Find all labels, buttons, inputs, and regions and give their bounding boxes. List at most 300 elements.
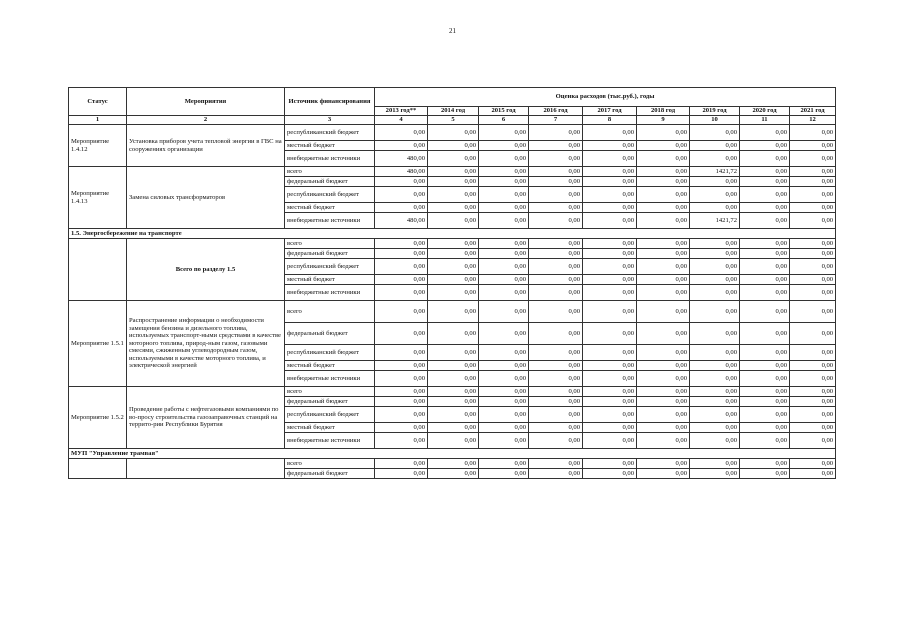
value-cell: 0,00 [690, 345, 740, 361]
source-cell: республиканский бюджет [285, 125, 375, 141]
section-title: 1.5. Энергосбережение на транспорте [69, 229, 836, 239]
value-cell: 0,00 [690, 259, 740, 275]
value-cell: 0,00 [479, 301, 529, 323]
column-number: 7 [529, 116, 583, 125]
source-cell: внебюджетные источники [285, 213, 375, 229]
value-cell: 0,00 [375, 301, 428, 323]
value-cell: 0,00 [583, 301, 637, 323]
value-cell: 0,00 [740, 469, 790, 479]
source-cell: республиканский бюджет [285, 187, 375, 203]
value-cell: 0,00 [529, 301, 583, 323]
value-cell: 0,00 [375, 239, 428, 249]
value-cell: 0,00 [479, 371, 529, 387]
source-cell: местный бюджет [285, 361, 375, 371]
value-cell: 0,00 [740, 259, 790, 275]
header-source: Источник финансирования [285, 88, 375, 116]
value-cell: 0,00 [583, 423, 637, 433]
event-cell: Замена силовых трансформаторов [127, 167, 285, 229]
value-cell: 0,00 [428, 469, 479, 479]
value-cell: 0,00 [690, 285, 740, 301]
value-cell: 0,00 [375, 125, 428, 141]
value-cell: 0,00 [790, 275, 836, 285]
value-cell: 0,00 [690, 361, 740, 371]
value-cell: 0,00 [740, 213, 790, 229]
value-cell: 0,00 [690, 275, 740, 285]
value-cell: 0,00 [428, 301, 479, 323]
event-cell [127, 459, 285, 479]
value-cell: 0,00 [479, 361, 529, 371]
value-cell: 0,00 [583, 151, 637, 167]
value-cell: 0,00 [690, 371, 740, 387]
header-event: Мероприятия [127, 88, 285, 116]
value-cell: 0,00 [479, 151, 529, 167]
value-cell: 0,00 [790, 301, 836, 323]
value-cell: 0,00 [740, 433, 790, 449]
value-cell: 0,00 [790, 203, 836, 213]
source-cell: местный бюджет [285, 423, 375, 433]
value-cell: 0,00 [428, 397, 479, 407]
value-cell: 0,00 [790, 397, 836, 407]
value-cell: 0,00 [583, 167, 637, 177]
value-cell: 0,00 [529, 345, 583, 361]
value-cell: 0,00 [740, 275, 790, 285]
value-cell: 0,00 [479, 407, 529, 423]
value-cell: 0,00 [740, 187, 790, 203]
value-cell: 0,00 [479, 141, 529, 151]
value-cell: 0,00 [740, 361, 790, 371]
value-cell: 0,00 [790, 371, 836, 387]
value-cell: 0,00 [690, 301, 740, 323]
source-cell: местный бюджет [285, 141, 375, 151]
value-cell: 0,00 [583, 361, 637, 371]
column-number: 8 [583, 116, 637, 125]
value-cell: 0,00 [428, 371, 479, 387]
value-cell: 0,00 [637, 125, 690, 141]
value-cell: 0,00 [790, 187, 836, 203]
value-cell: 0,00 [690, 125, 740, 141]
source-cell: республиканский бюджет [285, 345, 375, 361]
value-cell: 0,00 [637, 423, 690, 433]
value-cell: 0,00 [479, 323, 529, 345]
value-cell: 0,00 [790, 323, 836, 345]
value-cell: 0,00 [637, 387, 690, 397]
source-cell: республиканский бюджет [285, 259, 375, 275]
value-cell: 0,00 [740, 249, 790, 259]
value-cell: 0,00 [479, 433, 529, 449]
value-cell: 0,00 [790, 469, 836, 479]
value-cell: 0,00 [740, 345, 790, 361]
value-cell: 0,00 [790, 259, 836, 275]
value-cell: 0,00 [583, 387, 637, 397]
source-cell: федеральный бюджет [285, 397, 375, 407]
value-cell: 0,00 [529, 423, 583, 433]
source-cell: всего [285, 387, 375, 397]
value-cell: 0,00 [637, 275, 690, 285]
value-cell: 0,00 [479, 249, 529, 259]
value-cell: 0,00 [740, 203, 790, 213]
value-cell: 0,00 [428, 275, 479, 285]
value-cell: 0,00 [740, 151, 790, 167]
value-cell: 0,00 [479, 285, 529, 301]
value-cell: 0,00 [790, 151, 836, 167]
value-cell: 0,00 [375, 433, 428, 449]
value-cell: 0,00 [637, 285, 690, 301]
status-cell: Мероприятие 1.4.13 [69, 167, 127, 229]
value-cell: 0,00 [428, 151, 479, 167]
value-cell: 0,00 [637, 301, 690, 323]
value-cell: 0,00 [375, 361, 428, 371]
value-cell: 0,00 [583, 469, 637, 479]
value-cell: 0,00 [637, 141, 690, 151]
value-cell: 0,00 [690, 141, 740, 151]
status-cell [69, 239, 127, 301]
value-cell: 0,00 [375, 203, 428, 213]
value-cell: 0,00 [375, 345, 428, 361]
event-cell: Установка приборов учета тепловой энергии в ГВС на сооружениях организации [127, 125, 285, 167]
value-cell: 0,00 [790, 213, 836, 229]
event-cell: Всего по разделу 1.5 [127, 239, 285, 301]
value-cell: 0,00 [740, 301, 790, 323]
value-cell: 0,00 [375, 407, 428, 423]
source-cell: федеральный бюджет [285, 469, 375, 479]
value-cell: 0,00 [529, 285, 583, 301]
value-cell: 0,00 [583, 371, 637, 387]
column-number: 3 [285, 116, 375, 125]
value-cell: 0,00 [529, 259, 583, 275]
value-cell: 0,00 [740, 177, 790, 187]
status-cell [69, 459, 127, 479]
value-cell: 0,00 [740, 459, 790, 469]
status-cell: Мероприятие 1.5.2 [69, 387, 127, 449]
value-cell: 0,00 [375, 177, 428, 187]
value-cell: 0,00 [740, 125, 790, 141]
value-cell: 0,00 [690, 397, 740, 407]
value-cell: 0,00 [479, 187, 529, 203]
header-year: 2019 год [690, 107, 740, 116]
value-cell: 0,00 [690, 423, 740, 433]
value-cell: 0,00 [583, 275, 637, 285]
value-cell: 0,00 [583, 459, 637, 469]
value-cell: 0,00 [428, 361, 479, 371]
source-cell: внебюджетные источники [285, 371, 375, 387]
table-row [69, 301, 836, 323]
value-cell: 0,00 [637, 323, 690, 345]
value-cell: 480,00 [375, 167, 428, 177]
value-cell: 0,00 [529, 361, 583, 371]
value-cell: 0,00 [790, 239, 836, 249]
header-year: 2020 год [740, 107, 790, 116]
value-cell: 0,00 [637, 433, 690, 449]
value-cell: 0,00 [375, 285, 428, 301]
value-cell: 0,00 [637, 371, 690, 387]
table-row [69, 459, 836, 469]
column-number: 5 [428, 116, 479, 125]
source-cell: местный бюджет [285, 275, 375, 285]
value-cell: 0,00 [740, 423, 790, 433]
event-cell: Распространение информации о необходимости замещения бензина и дизельного топлива, используемых транспорт-ными средствами в качестве моторного топлива, природ-ным газом, газовыми смесями, сжиженным углеводородным газом, используемыми в качестве моторного топлива, и электрической энергией [127, 301, 285, 387]
value-cell: 0,00 [375, 249, 428, 259]
value-cell: 0,00 [690, 187, 740, 203]
value-cell: 0,00 [529, 371, 583, 387]
value-cell: 0,00 [375, 423, 428, 433]
value-cell: 0,00 [637, 177, 690, 187]
value-cell: 0,00 [690, 151, 740, 167]
value-cell: 1421,72 [690, 213, 740, 229]
value-cell: 0,00 [375, 397, 428, 407]
header-year: 2013 год** [375, 107, 428, 116]
section-row [69, 449, 836, 459]
value-cell: 0,00 [479, 397, 529, 407]
value-cell: 0,00 [583, 187, 637, 203]
value-cell: 0,00 [790, 285, 836, 301]
column-number: 1 [69, 116, 127, 125]
value-cell: 0,00 [529, 459, 583, 469]
expenditure-table [68, 87, 836, 479]
value-cell: 0,00 [428, 177, 479, 187]
value-cell: 0,00 [583, 285, 637, 301]
value-cell: 0,00 [479, 177, 529, 187]
page-number: 21 [449, 27, 456, 35]
source-cell: республиканский бюджет [285, 407, 375, 423]
value-cell: 0,00 [375, 259, 428, 275]
header-status: Статус [69, 88, 127, 116]
value-cell: 0,00 [529, 249, 583, 259]
value-cell: 0,00 [529, 151, 583, 167]
table-body [69, 125, 836, 479]
value-cell: 0,00 [428, 141, 479, 151]
value-cell: 0,00 [690, 387, 740, 397]
value-cell: 0,00 [637, 213, 690, 229]
source-cell: всего [285, 167, 375, 177]
value-cell: 0,00 [583, 213, 637, 229]
value-cell: 0,00 [375, 187, 428, 203]
value-cell: 0,00 [637, 203, 690, 213]
value-cell: 480,00 [375, 151, 428, 167]
value-cell: 0,00 [375, 275, 428, 285]
event-cell: Проведение работы с нефтегазовыми компаниями по во-просу строительства газозаправочных станций на террито-рии Республики Бурятия [127, 387, 285, 449]
value-cell: 0,00 [740, 397, 790, 407]
source-cell: внебюджетные источники [285, 285, 375, 301]
value-cell: 0,00 [428, 167, 479, 177]
table-row [69, 125, 836, 141]
value-cell: 0,00 [583, 397, 637, 407]
value-cell: 0,00 [529, 397, 583, 407]
table-row [69, 239, 836, 249]
value-cell: 0,00 [637, 469, 690, 479]
value-cell: 0,00 [428, 203, 479, 213]
source-cell: всего [285, 459, 375, 469]
value-cell: 0,00 [740, 371, 790, 387]
source-cell: местный бюджет [285, 203, 375, 213]
value-cell: 0,00 [375, 469, 428, 479]
value-cell: 0,00 [479, 469, 529, 479]
value-cell: 0,00 [375, 459, 428, 469]
header-year: 2018 год [637, 107, 690, 116]
value-cell: 0,00 [529, 239, 583, 249]
value-cell: 0,00 [690, 469, 740, 479]
status-cell: Мероприятие 1.4.12 [69, 125, 127, 167]
value-cell: 0,00 [740, 167, 790, 177]
value-cell: 0,00 [428, 125, 479, 141]
value-cell: 0,00 [375, 387, 428, 397]
source-cell: всего [285, 239, 375, 249]
value-cell: 0,00 [637, 187, 690, 203]
value-cell: 0,00 [529, 203, 583, 213]
value-cell: 0,00 [690, 177, 740, 187]
value-cell: 0,00 [529, 469, 583, 479]
value-cell: 0,00 [428, 407, 479, 423]
value-cell: 0,00 [740, 407, 790, 423]
value-cell: 0,00 [740, 239, 790, 249]
value-cell: 0,00 [479, 459, 529, 469]
column-number: 4 [375, 116, 428, 125]
table-row [69, 167, 836, 177]
value-cell: 0,00 [637, 345, 690, 361]
value-cell: 0,00 [529, 323, 583, 345]
value-cell: 0,00 [740, 285, 790, 301]
value-cell: 0,00 [428, 239, 479, 249]
value-cell: 0,00 [637, 167, 690, 177]
source-cell: внебюджетные источники [285, 151, 375, 167]
value-cell: 0,00 [583, 125, 637, 141]
value-cell: 0,00 [637, 361, 690, 371]
value-cell: 0,00 [790, 141, 836, 151]
value-cell: 0,00 [529, 275, 583, 285]
value-cell: 0,00 [583, 345, 637, 361]
value-cell: 0,00 [479, 125, 529, 141]
column-number: 9 [637, 116, 690, 125]
value-cell: 0,00 [375, 141, 428, 151]
value-cell: 0,00 [428, 187, 479, 203]
table-row [69, 387, 836, 397]
value-cell: 0,00 [637, 259, 690, 275]
source-cell: всего [285, 301, 375, 323]
value-cell: 0,00 [740, 323, 790, 345]
value-cell: 0,00 [790, 387, 836, 397]
value-cell: 0,00 [479, 345, 529, 361]
value-cell: 0,00 [479, 275, 529, 285]
header-year: 2015 год [479, 107, 529, 116]
value-cell: 0,00 [428, 323, 479, 345]
value-cell: 0,00 [790, 249, 836, 259]
value-cell: 0,00 [790, 345, 836, 361]
value-cell: 0,00 [690, 323, 740, 345]
value-cell: 0,00 [790, 361, 836, 371]
value-cell: 0,00 [529, 187, 583, 203]
value-cell: 0,00 [790, 459, 836, 469]
value-cell: 0,00 [428, 259, 479, 275]
value-cell: 0,00 [583, 203, 637, 213]
source-cell: федеральный бюджет [285, 249, 375, 259]
value-cell: 0,00 [529, 167, 583, 177]
value-cell: 0,00 [690, 249, 740, 259]
value-cell: 0,00 [583, 323, 637, 345]
value-cell: 0,00 [529, 177, 583, 187]
value-cell: 0,00 [428, 285, 479, 301]
value-cell: 0,00 [583, 407, 637, 423]
value-cell: 0,00 [583, 177, 637, 187]
value-cell: 0,00 [583, 433, 637, 449]
value-cell: 0,00 [375, 371, 428, 387]
value-cell: 0,00 [529, 433, 583, 449]
value-cell: 1421,72 [690, 167, 740, 177]
value-cell: 0,00 [428, 459, 479, 469]
value-cell: 0,00 [790, 125, 836, 141]
value-cell: 0,00 [479, 259, 529, 275]
value-cell: 0,00 [529, 387, 583, 397]
value-cell: 0,00 [479, 203, 529, 213]
value-cell: 0,00 [637, 407, 690, 423]
value-cell: 0,00 [790, 177, 836, 187]
status-cell: Мероприятие 1.5.1 [69, 301, 127, 387]
value-cell: 0,00 [529, 407, 583, 423]
value-cell: 0,00 [529, 141, 583, 151]
value-cell: 0,00 [637, 239, 690, 249]
value-cell: 0,00 [690, 433, 740, 449]
column-numbers-row [69, 116, 836, 125]
value-cell: 0,00 [690, 407, 740, 423]
value-cell: 0,00 [375, 323, 428, 345]
value-cell: 0,00 [637, 459, 690, 469]
header-year: 2017 год [583, 107, 637, 116]
value-cell: 0,00 [583, 249, 637, 259]
column-number: 12 [790, 116, 836, 125]
column-number: 10 [690, 116, 740, 125]
column-number: 2 [127, 116, 285, 125]
value-cell: 0,00 [428, 249, 479, 259]
value-cell: 0,00 [479, 423, 529, 433]
source-cell: внебюджетные источники [285, 433, 375, 449]
header-year: 2016 год [529, 107, 583, 116]
value-cell: 0,00 [529, 125, 583, 141]
value-cell: 0,00 [428, 345, 479, 361]
section-title: МУП "Управление трамвая" [69, 449, 836, 459]
source-cell: федеральный бюджет [285, 177, 375, 187]
value-cell: 0,00 [790, 167, 836, 177]
value-cell: 0,00 [428, 213, 479, 229]
value-cell: 0,00 [428, 433, 479, 449]
value-cell: 0,00 [583, 239, 637, 249]
value-cell: 0,00 [740, 387, 790, 397]
header-year: 2021 год [790, 107, 836, 116]
value-cell: 0,00 [740, 141, 790, 151]
value-cell: 0,00 [583, 259, 637, 275]
value-cell: 0,00 [790, 407, 836, 423]
value-cell: 0,00 [690, 239, 740, 249]
value-cell: 0,00 [529, 213, 583, 229]
value-cell: 0,00 [479, 213, 529, 229]
value-cell: 0,00 [690, 459, 740, 469]
header-year: 2014 год [428, 107, 479, 116]
value-cell: 0,00 [637, 249, 690, 259]
value-cell: 0,00 [790, 433, 836, 449]
value-cell: 0,00 [690, 203, 740, 213]
value-cell: 0,00 [637, 397, 690, 407]
value-cell: 0,00 [479, 239, 529, 249]
section-row [69, 229, 836, 239]
value-cell: 0,00 [637, 151, 690, 167]
value-cell: 0,00 [583, 141, 637, 151]
value-cell: 0,00 [479, 167, 529, 177]
source-cell: федеральный бюджет [285, 323, 375, 345]
column-number: 6 [479, 116, 529, 125]
value-cell: 480,00 [375, 213, 428, 229]
value-cell: 0,00 [428, 423, 479, 433]
header-estimate: Оценка расходов (тыс.руб.), годы [375, 88, 836, 107]
column-number: 11 [740, 116, 790, 125]
value-cell: 0,00 [479, 387, 529, 397]
value-cell: 0,00 [790, 423, 836, 433]
